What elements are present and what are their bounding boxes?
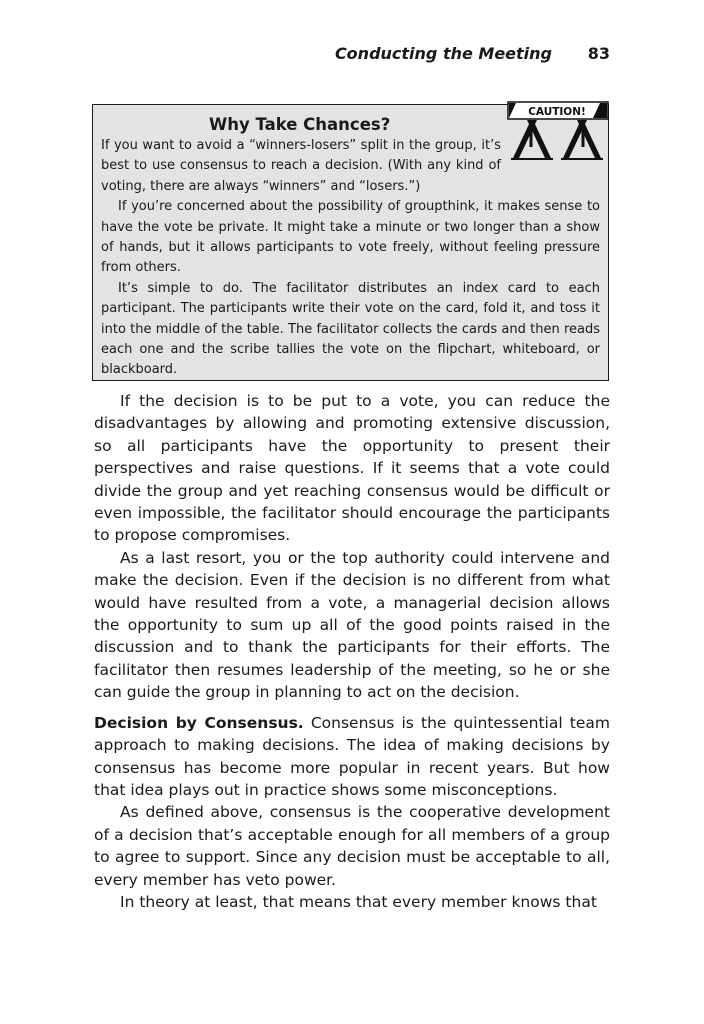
chapter-title: Conducting the Meeting	[334, 44, 552, 63]
section-heading: Decision by Consensus.	[94, 713, 304, 732]
sidebar-title: Why Take Chances?	[209, 115, 391, 134]
main-text	[94, 390, 610, 913]
caution-label: CAUTION!	[528, 106, 586, 118]
running-head	[94, 44, 610, 68]
body-paragraph: In theory at least, that means that every member knows that	[120, 892, 597, 911]
section-paragraph	[94, 712, 610, 802]
body-paragraph: If the decision is to be put to a vote, you can reduce the disadvantages by allowing and promoting extensive discussion, so all participants have the opportunity to present their perspectives and raise questions. If it seems that a vote could divide the group and yet reaching consensus would be difficult or even impossible, the facilitator should encourage the participants to propose compromises.	[94, 392, 610, 545]
caution-barrier-icon	[507, 101, 609, 161]
sidebar-paragraph: If you’re concerned about the possibility of groupthink, it makes sense to have the vote be private. It might take a minute or two longer than a show of hands, but it allows participants to vote freely, without feeling pressure from others.	[101, 199, 600, 276]
body-paragraph: As a last resort, you or the top authority could intervene and make the decision. Even if the decision is no different from what would have resulted from a vote, a managerial decision allows the opportunity to sum up all of the good points raised in the discussion and to thank the participants for their efforts. The facilitator then resumes leadership of the meeting, so he or she can guide the group in planning to act on the decision.	[94, 548, 610, 702]
section-paragraph-text: Consensus is the quintessential team approach to making decisions. The idea of making decisions by consensus has become more popular in recent years. But how that idea plays out in practice shows some misconceptions.	[94, 713, 610, 799]
body-paragraph: As defined above, consensus is the cooperative development of a decision that’s acceptable enough for all members of a group to agree to support. Since any decision must be acceptable to all, every member has veto power.	[94, 803, 610, 889]
page-number: 83	[587, 44, 610, 63]
sidebar-paragraph: If you want to avoid a “winners-losers” split in the group, it’s best to use consensus to reach a decision. (With any kind of voting, there are always “winners” and “losers.”)	[101, 138, 501, 194]
sidebar-paragraph: It’s simple to do. The facilitator distributes an index card to each participant. The participants write their vote on the card, fold it, and toss it into the middle of the table. The facilitator collects the cards and then reads each one and the scribe tallies the vote on the flipchart, whiteboard, or blackboard.	[101, 280, 600, 378]
